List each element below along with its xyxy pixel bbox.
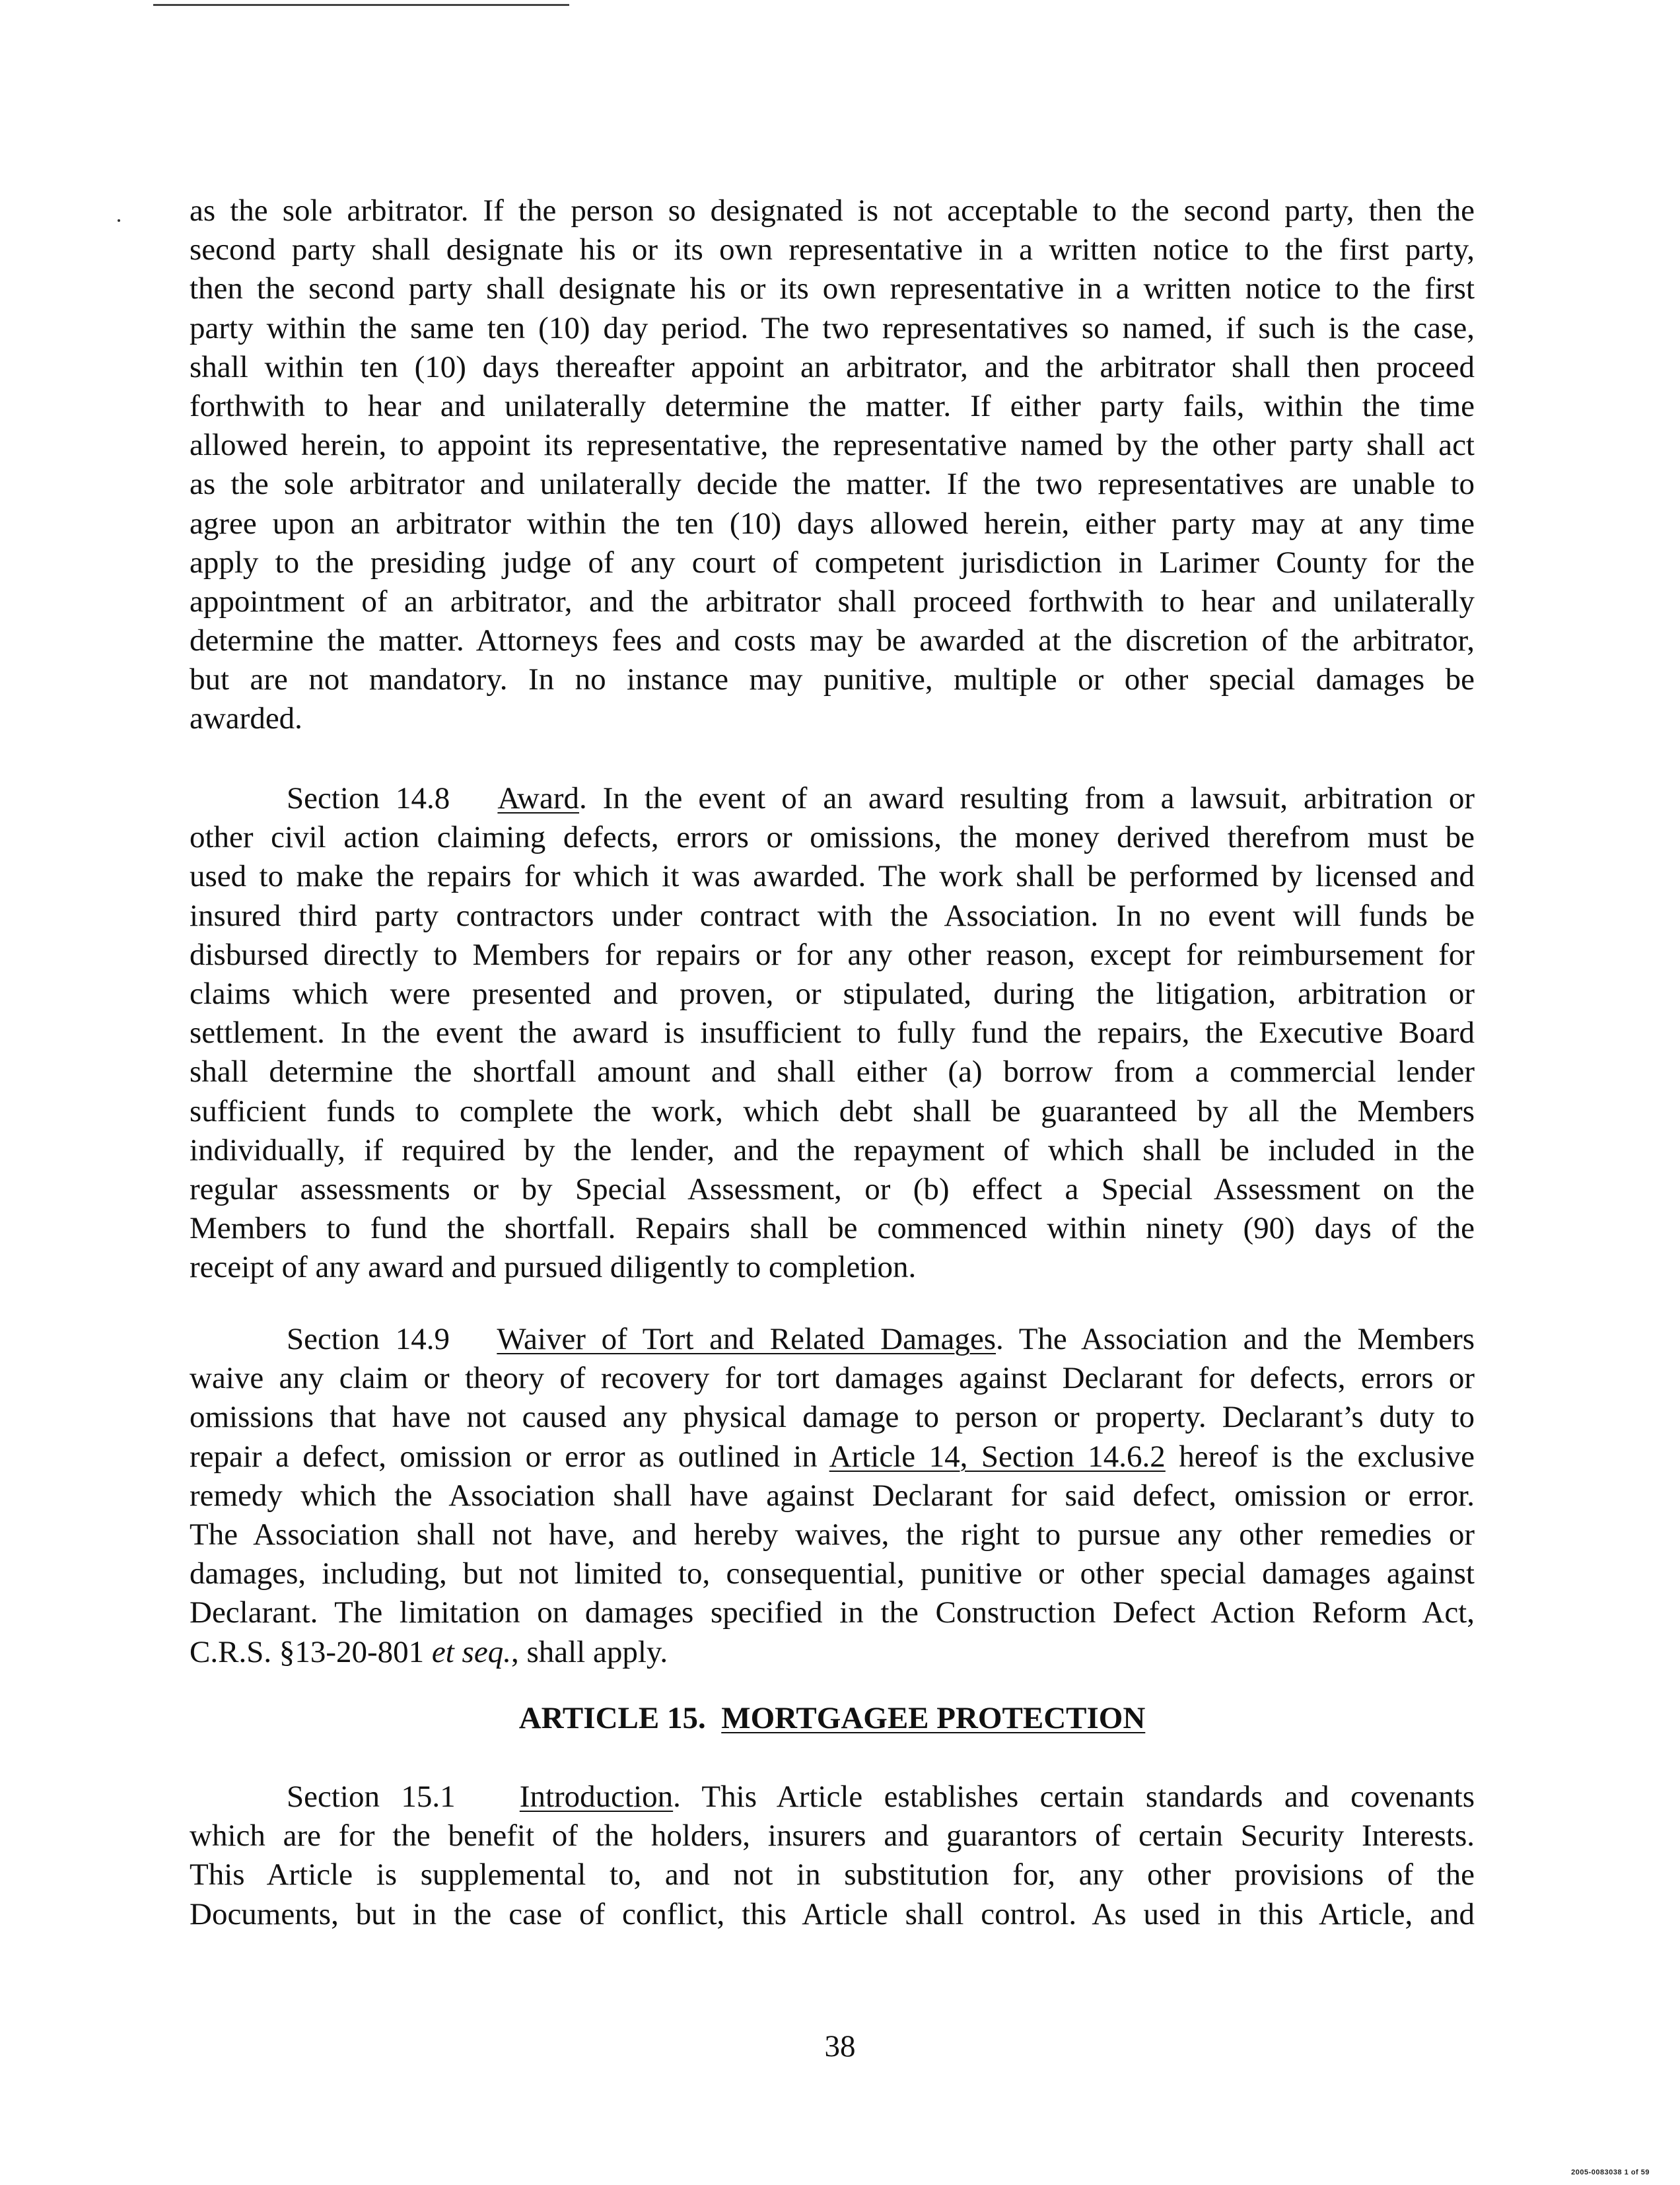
section-label: Section 14.9	[287, 1322, 450, 1356]
text-line: receipt of any award and pursued diligently to completion.	[190, 1250, 917, 1285]
section-15-1	[190, 1778, 1475, 1934]
text-line: settlement. In the event the award is insufficient to fully fund the repairs, the Executive Board	[190, 1016, 1475, 1051]
text-span: C.R.S. §13-20-801	[190, 1634, 432, 1669]
section-title: Award	[497, 781, 579, 815]
section-14-8-first-line	[190, 779, 1475, 818]
recording-stamp: 2005-0083038 1 of 59	[1571, 2168, 1650, 2176]
text-line: awarded.	[190, 701, 302, 736]
paragraph-arbitration	[190, 191, 1475, 739]
text-span: , shall apply.	[510, 1634, 668, 1669]
text-line: waive any claim or theory of recovery for tort damages against Declarant for defects, errors or	[190, 1361, 1475, 1396]
article-number: ARTICLE 15.	[518, 1701, 722, 1735]
text-line: Documents, but in the case of conflict, this Article shall control. As used in this Article, and	[190, 1896, 1475, 1931]
text-line: second party shall designate his or its own representative in a written notice to the first party,	[190, 232, 1475, 267]
text-line: appointment of an arbitrator, and the arbitrator shall proceed forthwith to hear and unilaterally	[190, 584, 1475, 619]
text-line: claims which were presented and proven, or stipulated, during the litigation, arbitration or	[190, 976, 1475, 1011]
text-line: but are not mandatory. In no instance may punitive, multiple or other special damages be	[190, 662, 1475, 697]
section-14-9	[190, 1320, 1475, 1672]
text-line: sufficient funds to complete the work, which debt shall be guaranteed by all the Members	[190, 1093, 1475, 1128]
text-line: omissions that have not caused any physical damage to person or property. Declarant’s duty to	[190, 1400, 1475, 1435]
page-number: 38	[824, 2029, 856, 2064]
section-15-1-body	[190, 1817, 1475, 1934]
text-line: The Association shall not have, and hereby waives, the right to pursue any other remedies or	[190, 1517, 1475, 1552]
text-line: as the sole arbitrator. If the person so designated is not acceptable to the second party, then the	[190, 193, 1475, 228]
text-line: shall within ten (10) days thereafter appoint an arbitrator, and the arbitrator shall then proceed	[190, 349, 1475, 384]
scan-speck	[118, 219, 120, 222]
section-label: Section 15.1	[287, 1780, 456, 1814]
text-line: This Article is supplemental to, and not in substitution for, any other provisions of the	[190, 1857, 1475, 1892]
text-line: forthwith to hear and unilaterally determine the matter. If either party fails, within the time	[190, 388, 1475, 423]
section-14-8	[190, 779, 1475, 1287]
section-text: . This Article establishes certain standards and covenants	[673, 1780, 1475, 1814]
text-line: Members to fund the shortfall. Repairs shall be commenced within ninety (90) days of the	[190, 1211, 1475, 1246]
text-line: which are for the benefit of the holders, insurers and guarantors of certain Security Interests.	[190, 1819, 1475, 1854]
section-title: Waiver of Tort and Related Damages	[497, 1322, 997, 1356]
section-14-9-first-line	[190, 1320, 1475, 1359]
section-title: Introduction	[519, 1780, 674, 1814]
italic-citation: et seq.	[431, 1634, 511, 1669]
text-line: then the second party shall designate his or its own representative in a written notice to the first	[190, 271, 1475, 306]
section-15-1-first-line	[190, 1778, 1475, 1817]
text-line: damages, including, but not limited to, consequential, punitive or other special damages against	[190, 1556, 1475, 1591]
text-line: shall determine the shortfall amount and shall either (a) borrow from a commercial lender	[190, 1055, 1475, 1090]
text-line: disbursed directly to Members for repairs or for any other reason, except for reimbursement for	[190, 937, 1475, 972]
text-line-statute	[190, 1633, 1475, 1672]
text-line: determine the matter. Attorneys fees and costs may be awarded at the discretion of the arbitrator,	[190, 623, 1475, 658]
section-14-8-body	[190, 818, 1475, 1287]
text-line: regular assessments or by Special Assessment, or (b) effect a Special Assessment on the	[190, 1171, 1475, 1206]
section-text: . In the event of an award resulting from a lawsuit, arbitration or	[578, 781, 1475, 815]
article-heading	[190, 1699, 1475, 1738]
text-line: insured third party contractors under contract with the Association. In no event will funds be	[190, 898, 1475, 933]
text-line: individually, if required by the lender, and the repayment of which shall be included in the	[190, 1132, 1475, 1167]
article-title: MORTGAGEE PROTECTION	[721, 1701, 1146, 1735]
text-line: agree upon an arbitrator within the ten (10) days allowed herein, either party may at any time	[190, 506, 1475, 541]
text-line: party within the same ten (10) day period. The two representatives so named, if such is the case,	[190, 310, 1475, 345]
text-span: hereof is the exclusive	[1165, 1439, 1475, 1474]
section-label: Section 14.8	[287, 781, 450, 815]
text-line: Declarant. The limitation on damages specified in the Construction Defect Action Reform Act,	[190, 1595, 1475, 1630]
text-span: repair a defect, omission or error as outlined in	[190, 1439, 829, 1474]
article-reference: Article 14, Section 14.6.2	[829, 1439, 1166, 1474]
text-line: apply to the presiding judge of any court of competent jurisdiction in Larimer County for the	[190, 545, 1475, 580]
text-line-with-reference	[190, 1438, 1475, 1476]
text-line: as the sole arbitrator and unilaterally decide the matter. If the two representatives are unable to	[190, 467, 1475, 502]
section-text: . The Association and the Members	[996, 1322, 1475, 1356]
text-line: remedy which the Association shall have against Declarant for said defect, omission or error.	[190, 1478, 1475, 1513]
text-line: allowed herein, to appoint its representative, the representative named by the other party shall act	[190, 428, 1475, 463]
top-scan-rule	[153, 4, 569, 6]
text-line: other civil action claiming defects, errors or omissions, the money derived therefrom must be	[190, 820, 1475, 855]
text-line: used to make the repairs for which it was awarded. The work shall be performed by licensed and	[190, 859, 1475, 894]
